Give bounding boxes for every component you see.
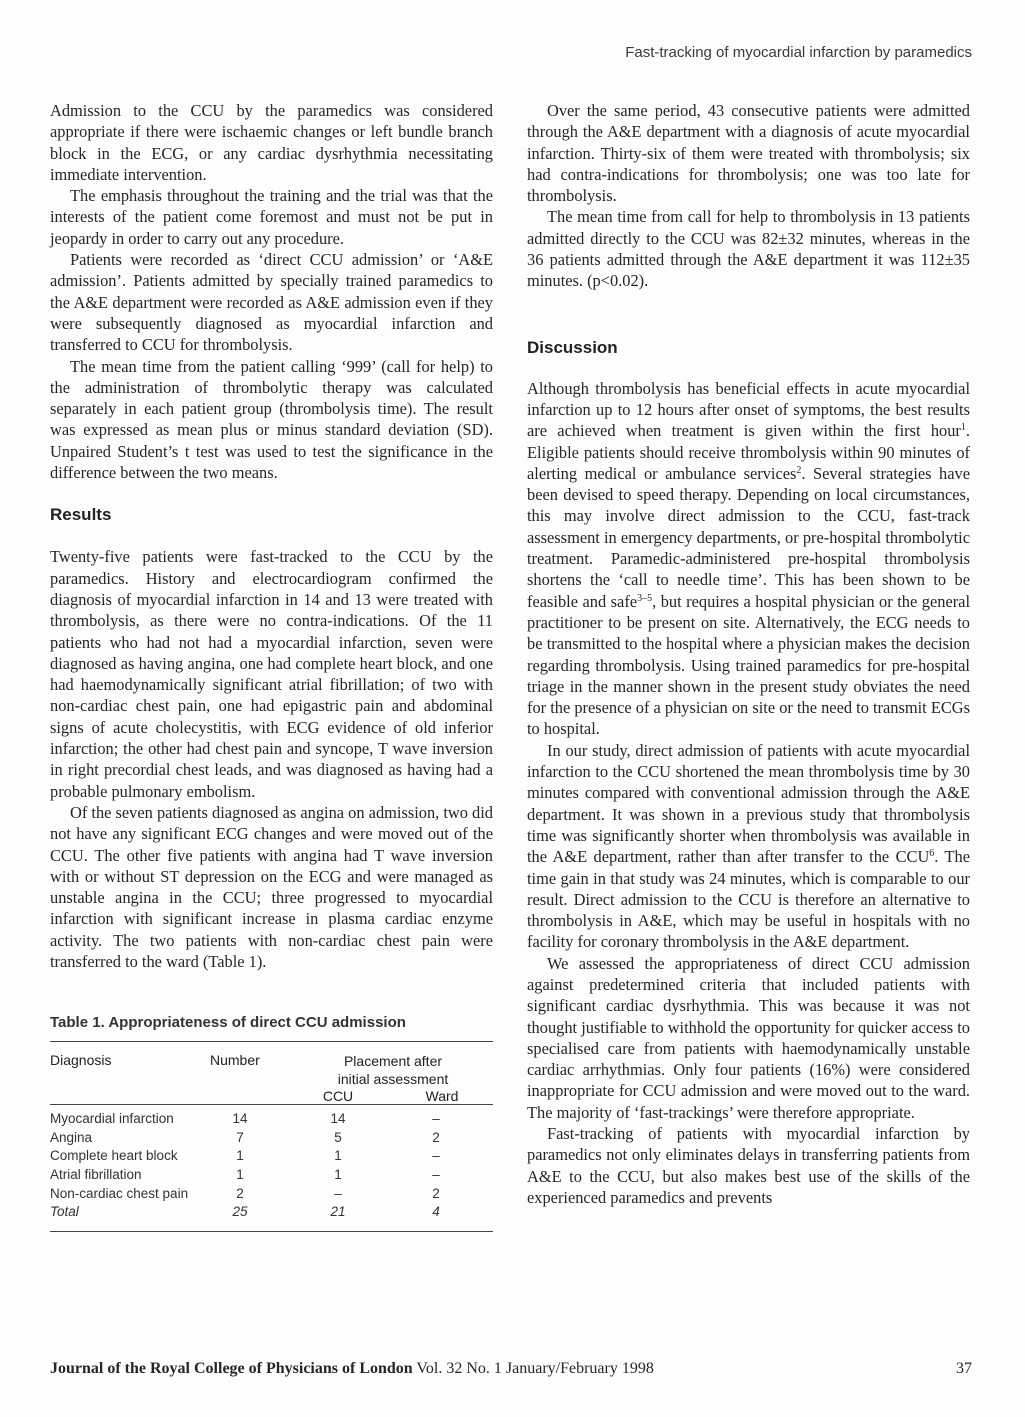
citation-ref: 6	[929, 848, 935, 860]
cell-diagnosis: Total	[50, 1204, 79, 1220]
citation-ref: 1	[960, 422, 966, 434]
col-header-placement-line1: Placement after	[343, 1053, 443, 1070]
cell-ward: 4	[432, 1204, 440, 1220]
cell-diagnosis: Angina	[50, 1129, 93, 1145]
cell-ward: –	[432, 1167, 440, 1183]
text-run: . Several strategies have been devised to speed therapy. Depending on local circumstances, this may involve direct admission to the CCU, fast-track assessment in emergency departments, or pre-hospital thrombolytic treatment. Paramedic-administered pre-hospital thrombolysis shortens the ‘call to needle time’. This has been shown to be feasible and safe	[527, 463, 970, 611]
paragraph: The mean time from call for help to thrombolysis in 13 patients admitted directly to the CCU was 82±32 minutes, whereas in the 36 patients admitted through the A&E department it was 112±35 minutes. (p<0.02).	[527, 207, 970, 291]
col-header-diagnosis: Diagnosis	[50, 1052, 112, 1069]
col-header-ccu: CCU	[322, 1088, 354, 1105]
text-run: , but requires a hospital physician or the general practitioner to be present on site. Alternatively, the ECG needs to be transmitted to the hospital where a physician makes the decision regarding thrombolysis. Using trained paramedics for pre-hospital triage in the manner shown in the present study obviates the need for the presence of a physician on site or the need to transmit ECGs to hospital.	[527, 591, 971, 739]
cell-diagnosis: Myocardial infarction	[50, 1111, 174, 1127]
cell-ccu: 5	[334, 1129, 342, 1145]
paragraph	[527, 740, 970, 953]
table-row	[50, 1111, 493, 1130]
left-column	[50, 100, 493, 1232]
paragraph: Admission to the CCU by the paramedics was considered appropriate if there were ischaemic changes or left bundle branch block in the ECG, or any cardiac dysrhythmia necessitating immediate intervention.	[50, 101, 493, 184]
paragraph: Over the same period, 43 consecutive patients were admitted through the A&E department with a diagnosis of acute myocardial infarction. Thirty-six of them were treated with thrombolysis; six had contra-indications for thrombolysis; one was too late for thrombolysis.	[527, 101, 970, 206]
cell-ccu: 14	[330, 1111, 346, 1127]
cell-diagnosis: Non-cardiac chest pain	[50, 1185, 189, 1201]
cell-ward: 2	[432, 1185, 440, 1201]
cell-ward: –	[432, 1148, 440, 1164]
table-row	[50, 1148, 493, 1167]
cell-number: 7	[236, 1129, 244, 1145]
cell-number: 14	[232, 1111, 248, 1127]
col-header-number: Number	[210, 1052, 260, 1069]
text-run: In our study, direct admission of patients with acute myocardial infarction to the CCU shortened the mean thrombolysis time by 30 minutes compared with conventional admission through the A&E department. It was shown in a previous study that thrombolysis time was significantly shorter when thrombolysis was available in the A&E department, rather than after transfer to the CCU	[527, 740, 970, 867]
page-number: 37	[956, 1360, 972, 1377]
paragraph: We assessed the appropriateness of direct CCU admission against predetermined criteria that included patients with significant cardiac dysrhythmia. This was because it was not thought justifiable to withhold the opportunity for quicker access to specialised care from patients with haemodynamically unstable cardiac arrhythmias. Only four patients (16%) were considered inappropriate for CCU admission and were moved out to the ward. The majority of ‘fast-trackings’ were therefore appropriate.	[527, 953, 970, 1122]
table-title: Table 1. Appropriateness of direct CCU admission	[50, 1014, 406, 1032]
cell-number: 1	[236, 1167, 244, 1183]
cell-diagnosis: Complete heart block	[50, 1148, 178, 1164]
col-header-placement-line2: initial assessment	[337, 1071, 449, 1088]
table-row	[50, 1186, 493, 1205]
table-1	[50, 1014, 493, 1232]
col-header-ward: Ward	[425, 1088, 459, 1105]
paragraph: Twenty-five patients were fast-tracked to the CCU by the paramedics. History and electrocardiogram confirmed the diagnosis of myocardial infarction in 14 and 13 were treated with thrombolysis, as there were no contra-indications. Of the 11 patients who had not had a myocardial infarction, seven were diagnosed as having angina, one had complete heart block, and one had haemodynamically significant atrial fibrillation; of two with non-cardiac chest pain, one had epigastric pain and abdominal signs of acute cholecystitis, with ECG evidence of old inferior infarction; the other had chest pain and syncope, T wave inversion in right precordial chest leads, and was diagnosed as having had a probable pulmonary embolism.	[50, 547, 493, 801]
table-body	[50, 1105, 493, 1231]
cell-number: 1	[236, 1148, 244, 1164]
cell-ccu: 1	[334, 1148, 342, 1164]
section-heading-discussion: Discussion	[527, 337, 618, 357]
text-run: Although thrombolysis has beneficial effects in acute myocardial infarction up to 12 hours after onset of symptoms, the best results are achieved when treatment is given within the first hour	[527, 378, 970, 441]
section-heading-results: Results	[50, 505, 112, 525]
cell-ccu: –	[334, 1185, 342, 1201]
text-run: . Eligible patients should receive thrombolysis within 90 minutes of alerting medical or ambulance services	[527, 421, 970, 483]
cell-ccu: 1	[334, 1167, 342, 1183]
paragraph: Of the seven patients diagnosed as angina on admission, two did not have any significant ECG changes and were moved out of the CCU. The other five patients with angina had T wave inversion with or without ST depression on the ECG and were managed as unstable angina in the CCU; three progressed to myocardial infarction with significant increase in plasma cardiac enzyme activity. The two patients with non-cardiac chest pain were transferred to the ward (Table 1).	[50, 802, 493, 971]
cell-number: 25	[232, 1204, 248, 1220]
paragraph: Patients were recorded as ‘direct CCU admission’ or ‘A&E admission’. Patients admitted by specially trained paramedics to the A&E department were recorded as A&E admission even if they were subsequently diagnosed as myocardial infarction and transferred to CCU for thrombolysis.	[50, 250, 493, 355]
col-header-placement	[318, 1052, 468, 1088]
right-column	[527, 100, 970, 1208]
table-rule-bottom	[50, 1231, 493, 1232]
cell-number: 2	[236, 1185, 244, 1201]
paragraph: The mean time from the patient calling ‘999’ (call for help) to the administration of thrombolytic therapy was calculated separately in each patient group (thrombolysis time). The result was expressed as mean plus or minus standard deviation (SD). Unpaired Student’s t test was used to test the significance in the difference between the two means.	[50, 356, 493, 483]
table-header	[50, 1042, 493, 1104]
table-row	[50, 1130, 493, 1149]
running-head: Fast-tracking of myocardial infarction by paramedics	[625, 44, 972, 61]
table-row	[50, 1167, 493, 1186]
cell-ward: 2	[432, 1129, 440, 1145]
journal-issue: Vol. 32 No. 1 January/February 1998	[412, 1360, 654, 1377]
cell-ccu: 21	[330, 1204, 346, 1220]
cell-ward: –	[432, 1111, 440, 1127]
paragraph: Fast-tracking of patients with myocardial infarction by paramedics not only eliminates delays in transferring patients from A&E to the CCU, but also makes best use of the skills of the experienced paramedics and prevents	[527, 1124, 970, 1207]
table-row-total	[50, 1204, 493, 1223]
citation-ref: 2	[796, 464, 802, 476]
paragraph	[527, 378, 970, 740]
cell-diagnosis: Atrial fibrillation	[50, 1167, 142, 1183]
page-footer	[50, 1360, 972, 1378]
journal-name: Journal of the Royal College of Physicians of London	[50, 1360, 413, 1377]
paragraph: The emphasis throughout the training and the trial was that the interests of the patient come foremost and must not be put in jeopardy in order to carry out any procedure.	[50, 186, 493, 248]
citation-ref: 3–5	[637, 592, 653, 604]
text-run: . The time gain in that study was 24 minutes, which is comparable to our result. Direct admission to the CCU is therefore an alternative to thrombolysis in A&E, which may be useful in hospitals with no facility for coronary thrombolysis in the A&E department.	[527, 847, 970, 952]
